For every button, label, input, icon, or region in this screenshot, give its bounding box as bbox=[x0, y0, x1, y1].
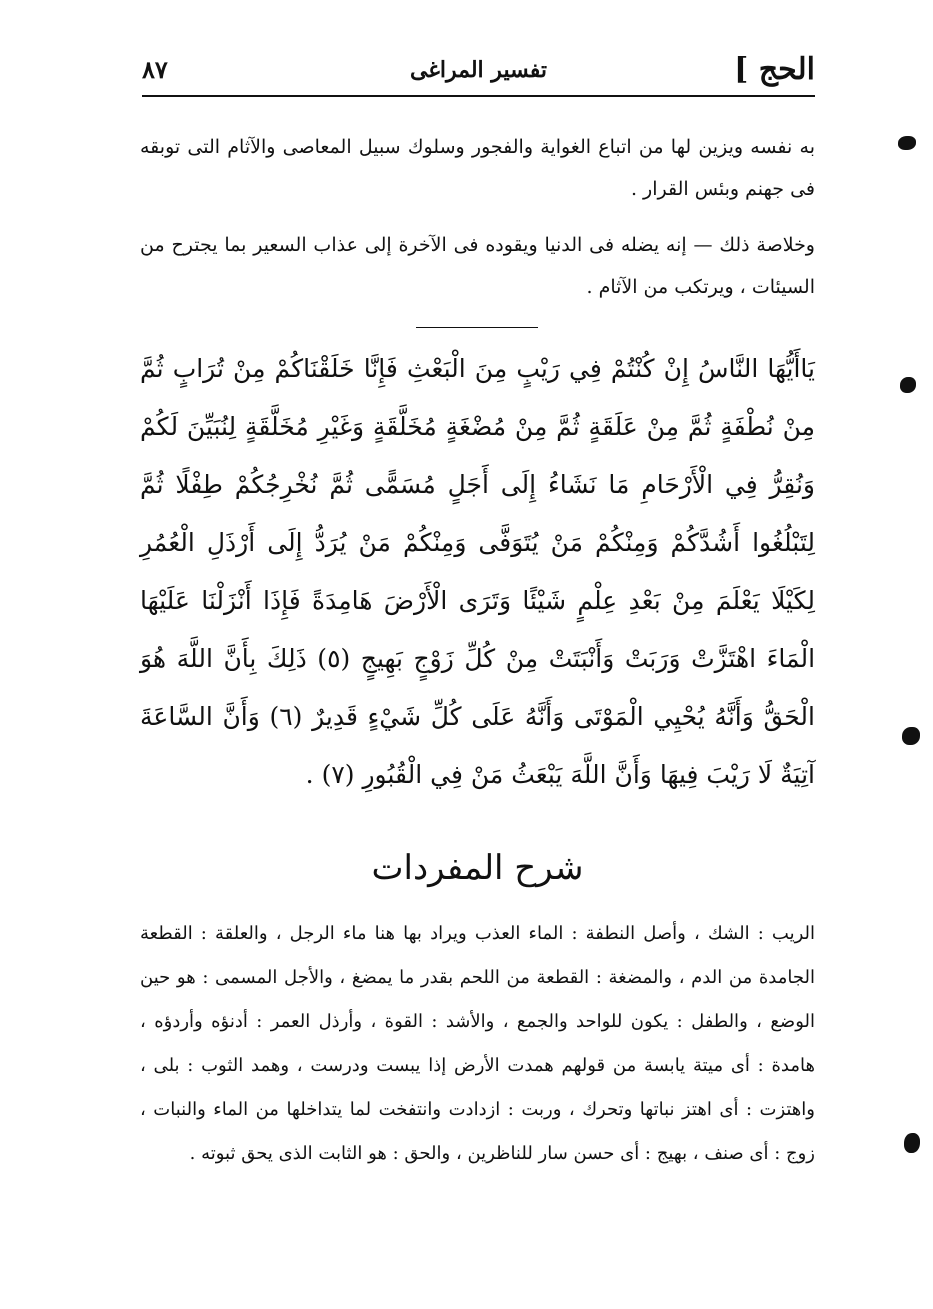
commentary-paragraph: به نفسه ويزين لها من اتباع الغواية والفجور وسلوك سبيل المعاصى والآثام التى توبقه فى جهنم وبئس القرار . bbox=[140, 136, 815, 200]
margin-mark-icon bbox=[898, 136, 916, 150]
page-number: ٨٧ bbox=[142, 55, 168, 84]
vocabulary-heading: شرح المفردات bbox=[371, 848, 584, 888]
book-title: تفسير المراغى bbox=[410, 57, 547, 83]
summary-paragraph: وخلاصة ذلك — إنه يضله فى الدنيا ويقوده فى الآخرة إلى عذاب السعير بما يجترح من السيئات ، ويرتكب من الآثام . bbox=[140, 234, 815, 298]
page-header bbox=[142, 50, 815, 94]
margin-mark-icon bbox=[902, 727, 920, 745]
quran-verses: يَاأَيُّهَا النَّاسُ إِنْ كُنْتُمْ فِي رَيْبٍ مِنَ الْبَعْثِ فَإِنَّا خَلَقْنَاكُمْ مِنْ تُرَابٍ ثُمَّ مِنْ نُطْفَةٍ ثُمَّ مِنْ عَلَقَةٍ ثُمَّ مِنْ مُضْغَةٍ مُخَلَّقَةٍ وَغَيْرِ مُخَلَّقَةٍ لِنُبَيِّنَ لَكُمْ وَنُقِرُّ فِي الْأَرْحَامِ مَا نَشَاءُ إِلَى أَجَلٍ مُسَمًّى ثُمَّ نُخْرِجُكُمْ طِفْلًا ثُمَّ لِتَبْلُغُوا أَشُدَّكُمْ وَمِنْكُمْ مَنْ يُتَوَفَّى وَمِنْكُمْ مَنْ يُرَدُّ إِلَى أَرْذَلِ الْعُمُرِ لِكَيْلَا يَعْلَمَ مِنْ بَعْدِ عِلْمٍ شَيْئًا وَتَرَى الْأَرْضَ هَامِدَةً فَإِذَا أَنْزَلْنَا عَلَيْهَا الْمَاءَ اهْتَزَّتْ وَرَبَتْ وَأَنْبَتَتْ مِنْ كُلِّ زَوْجٍ بَهِيجٍ (٥) ذَلِكَ بِأَنَّ اللَّهَ هُوَ الْحَقُّ وَأَنَّهُ يُحْيِي الْمَوْتَى وَأَنَّهُ عَلَى كُلِّ شَيْءٍ قَدِيرٌ (٦) وَأَنَّ السَّاعَةَ آتِيَةٌ لَا رَيْبَ فِيهَا وَأَنَّ اللَّهَ يَبْعَثُ مَنْ فِي الْقُبُورِ (٧) . bbox=[140, 354, 816, 789]
chapter-name: الحج ] bbox=[734, 52, 815, 87]
margin-mark-icon bbox=[900, 377, 916, 393]
section-divider bbox=[416, 327, 538, 328]
vocabulary-paragraph: الريب : الشك ، وأصل النطفة : الماء العذب ويراد بها هنا ماء الرجل ، والعلقة : القطعة الجامدة من الدم ، والمضغة : القطعة من اللحم بقدر ما يمضغ ، والأجل المسمى : هو حين الوضع ، والطفل : يكون للواحد والجمع ، والأشد : القوة ، وأرذل العمر : أدنؤه وأردؤه ، هامدة : أى ميتة يابسة من قولهم همدت الأرض إذا يبست ودرست ، وهمد الثوب : بلى ، واهتزت : أى اهتز نباتها وتحرك ، وربت : ازدادت وانتفخت لما يتداخلها من الماء والنبات ، زوج : أى صنف ، بهيج : أى حسن سار للناظرين ، والحق : هو الثابت الذى يحق ثبوته . bbox=[140, 923, 815, 1164]
margin-mark-icon bbox=[904, 1133, 920, 1153]
header-rule bbox=[142, 95, 815, 97]
